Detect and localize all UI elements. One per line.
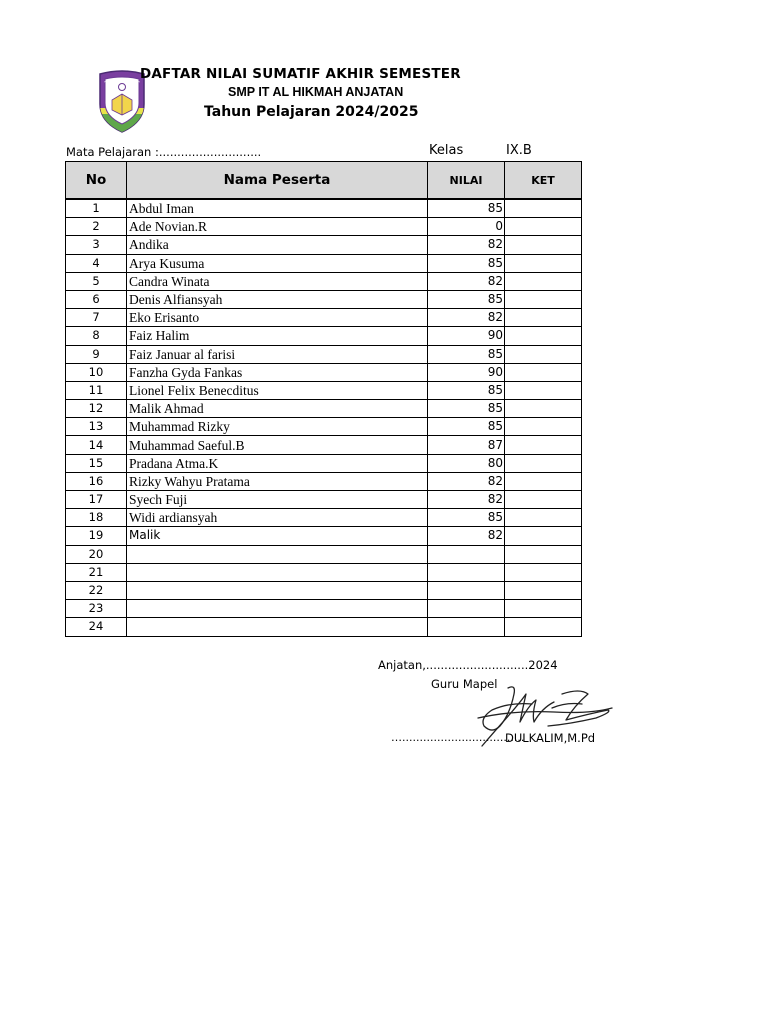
note-cell — [505, 381, 582, 399]
header-no: No — [66, 162, 127, 200]
score-cell: 85 — [428, 199, 505, 218]
grades-table — [65, 161, 582, 637]
class-value: IX.B — [506, 143, 532, 158]
score-cell: 82 — [428, 472, 505, 490]
row-number: 24 — [66, 618, 127, 636]
table-header-row — [66, 162, 582, 200]
score-cell: 85 — [428, 290, 505, 308]
student-name: Arya Kusuma — [127, 254, 428, 272]
table-row — [66, 290, 582, 308]
score-cell — [428, 600, 505, 618]
row-number: 9 — [66, 345, 127, 363]
table-row — [66, 600, 582, 618]
note-cell — [505, 199, 582, 218]
score-cell — [428, 581, 505, 599]
score-cell: 85 — [428, 345, 505, 363]
student-name: Syech Fuji — [127, 491, 428, 509]
table-row — [66, 436, 582, 454]
class-label: Kelas — [429, 143, 464, 158]
note-cell — [505, 563, 582, 581]
score-cell: 82 — [428, 309, 505, 327]
table-row — [66, 454, 582, 472]
row-number: 19 — [66, 527, 127, 545]
score-cell: 82 — [428, 491, 505, 509]
student-name: Fanzha Gyda Fankas — [127, 363, 428, 381]
note-cell — [505, 581, 582, 599]
header-name: Nama Peserta — [127, 162, 428, 200]
score-cell — [428, 618, 505, 636]
table-row — [66, 618, 582, 636]
student-name: Lionel Felix Benecditus — [127, 381, 428, 399]
table-row — [66, 345, 582, 363]
note-cell — [505, 491, 582, 509]
student-name: Abdul Iman — [127, 199, 428, 218]
score-cell: 90 — [428, 327, 505, 345]
score-cell: 82 — [428, 272, 505, 290]
note-cell — [505, 327, 582, 345]
note-cell — [505, 509, 582, 527]
row-number: 12 — [66, 400, 127, 418]
table-row — [66, 363, 582, 381]
student-name — [127, 545, 428, 563]
student-name: Widi ardiansyah — [127, 509, 428, 527]
score-cell: 82 — [428, 527, 505, 545]
signature-line: …................................... — [391, 731, 525, 744]
student-name: Malik — [127, 527, 428, 545]
note-cell — [505, 400, 582, 418]
row-number: 18 — [66, 509, 127, 527]
table-row — [66, 199, 582, 218]
student-name: Muhammad Rizky — [127, 418, 428, 436]
academic-year: Tahun Pelajaran 2024/2025 — [204, 104, 419, 120]
row-number: 5 — [66, 272, 127, 290]
student-name: Pradana Atma.K — [127, 454, 428, 472]
note-cell — [505, 236, 582, 254]
score-cell — [428, 563, 505, 581]
note-cell — [505, 545, 582, 563]
student-name — [127, 581, 428, 599]
row-number: 10 — [66, 363, 127, 381]
table-row — [66, 218, 582, 236]
note-cell — [505, 600, 582, 618]
student-name: Malik Ahmad — [127, 400, 428, 418]
score-cell — [428, 545, 505, 563]
row-number: 15 — [66, 454, 127, 472]
row-number: 14 — [66, 436, 127, 454]
score-cell: 85 — [428, 400, 505, 418]
row-number: 21 — [66, 563, 127, 581]
score-cell: 87 — [428, 436, 505, 454]
table-row — [66, 309, 582, 327]
note-cell — [505, 527, 582, 545]
note-cell — [505, 309, 582, 327]
table-row — [66, 236, 582, 254]
table-row — [66, 381, 582, 399]
place-date: Anjatan,............................2024 — [378, 658, 558, 672]
document-title: DAFTAR NILAI SUMATIF AKHIR SEMESTER — [140, 66, 461, 82]
student-name: Andika — [127, 236, 428, 254]
row-number: 20 — [66, 545, 127, 563]
table-row — [66, 254, 582, 272]
school-name: SMP IT AL HIKMAH ANJATAN — [228, 85, 404, 99]
table-row — [66, 491, 582, 509]
score-cell: 90 — [428, 363, 505, 381]
score-cell: 85 — [428, 418, 505, 436]
student-name: Ade Novian.R — [127, 218, 428, 236]
table-row — [66, 418, 582, 436]
table-row — [66, 272, 582, 290]
student-name — [127, 563, 428, 581]
row-number: 2 — [66, 218, 127, 236]
note-cell — [505, 272, 582, 290]
note-cell — [505, 363, 582, 381]
table-row — [66, 563, 582, 581]
row-number: 16 — [66, 472, 127, 490]
score-cell: 85 — [428, 509, 505, 527]
note-cell — [505, 454, 582, 472]
note-cell — [505, 418, 582, 436]
handwritten-signature-icon — [470, 680, 620, 752]
student-name: Candra Winata — [127, 272, 428, 290]
row-number: 23 — [66, 600, 127, 618]
header-score: NILAI — [428, 162, 505, 200]
score-cell: 0 — [428, 218, 505, 236]
score-cell: 85 — [428, 254, 505, 272]
score-cell: 82 — [428, 236, 505, 254]
row-number: 13 — [66, 418, 127, 436]
table-row — [66, 527, 582, 545]
student-name — [127, 600, 428, 618]
subject-field: Mata Pelajaran :............................ — [66, 145, 262, 159]
row-number: 22 — [66, 581, 127, 599]
student-name: Faiz Januar al farisi — [127, 345, 428, 363]
table-row — [66, 327, 582, 345]
note-cell — [505, 472, 582, 490]
table-row — [66, 545, 582, 563]
note-cell — [505, 436, 582, 454]
table-row — [66, 400, 582, 418]
note-cell — [505, 345, 582, 363]
note-cell — [505, 254, 582, 272]
student-name: Muhammad Saeful.B — [127, 436, 428, 454]
row-number: 6 — [66, 290, 127, 308]
table-row — [66, 472, 582, 490]
row-number: 1 — [66, 199, 127, 218]
row-number: 11 — [66, 381, 127, 399]
row-number: 4 — [66, 254, 127, 272]
student-name: Rizky Wahyu Pratama — [127, 472, 428, 490]
student-name: Faiz Halim — [127, 327, 428, 345]
row-number: 3 — [66, 236, 127, 254]
score-cell: 85 — [428, 381, 505, 399]
row-number: 7 — [66, 309, 127, 327]
row-number: 17 — [66, 491, 127, 509]
header-note: KET — [505, 162, 582, 200]
student-name: Eko Erisanto — [127, 309, 428, 327]
note-cell — [505, 618, 582, 636]
table-row — [66, 509, 582, 527]
note-cell — [505, 290, 582, 308]
student-name: Denis Alfiansyah — [127, 290, 428, 308]
row-number: 8 — [66, 327, 127, 345]
table-row — [66, 581, 582, 599]
teacher-name: DULKALIM,M.Pd — [505, 731, 596, 745]
teacher-role: Guru Mapel — [431, 677, 498, 691]
note-cell — [505, 218, 582, 236]
student-name — [127, 618, 428, 636]
score-cell: 80 — [428, 454, 505, 472]
